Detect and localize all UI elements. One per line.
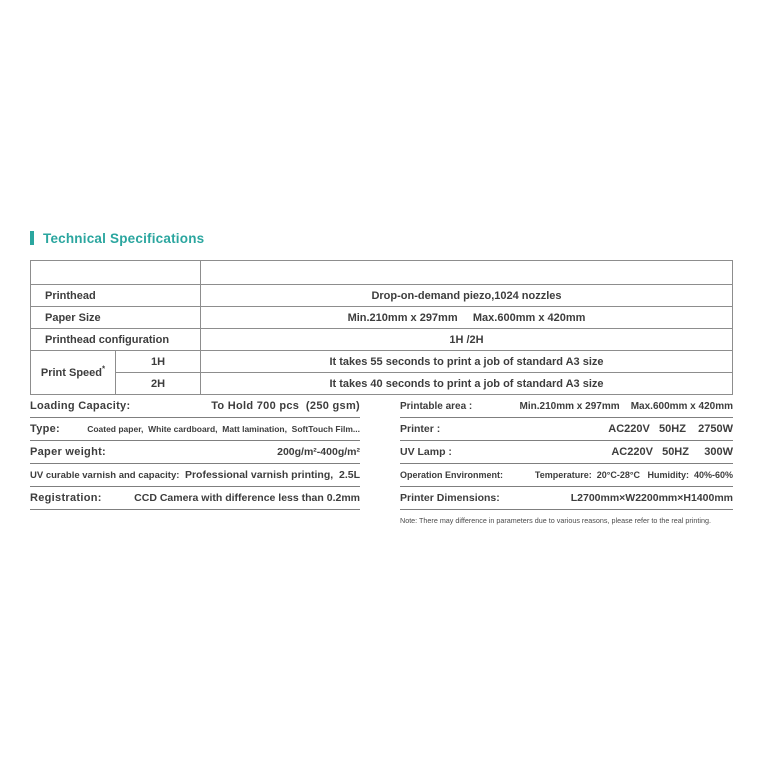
print-speed-label-cell	[31, 351, 116, 395]
row-label: Paper Size	[31, 307, 201, 329]
spec-value: Temperature: 20°C-28°C Humidity: 40%-60%	[534, 470, 733, 480]
spec-row-type	[30, 418, 360, 441]
spec-label: Printer Dimensions:	[400, 492, 500, 504]
spec-value: AC220V 50HZ 300W	[611, 446, 733, 458]
spec-value: AC220V 50HZ 2750W	[608, 423, 733, 435]
spec-row-uv-lamp	[400, 441, 733, 464]
print-speed-mode: 2H	[116, 373, 201, 395]
spec-label: Loading Capacity:	[30, 400, 131, 412]
spec-row-printable-area	[400, 395, 733, 418]
page-title: Technical Specifications	[43, 230, 205, 246]
row-value: Min.210mm x 297mm Max.600mm x 420mm	[201, 307, 733, 329]
spec-label: Printable area :	[400, 400, 473, 412]
spec-value: 200g/m²-400g/m²	[277, 446, 360, 458]
footnote-asterisk: *	[102, 363, 106, 373]
spec-label: UV Lamp :	[400, 446, 452, 458]
table-header-row	[31, 261, 733, 285]
spec-label: Printer :	[400, 423, 441, 435]
table-corner-cell	[31, 261, 201, 285]
spec-column-right	[400, 395, 733, 525]
spec-table	[30, 260, 733, 395]
footnote: Note: There may difference in parameters due to various reasons, please refer to the real printing.	[400, 516, 711, 525]
spec-columns	[30, 395, 733, 525]
row-value: Drop-on-demand piezo,1024 nozzles	[201, 285, 733, 307]
spec-column-left	[30, 395, 360, 510]
spec-row-registration	[30, 487, 360, 510]
spec-value: Coated paper, White cardboard, Matt lamination, SoftTouch Film...	[87, 424, 360, 434]
table-row-printhead-configuration	[31, 329, 733, 351]
table-row-print-speed-1h	[31, 351, 733, 373]
spec-label: UV curable varnish and capacity:	[30, 469, 180, 481]
row-value: 1H /2H	[201, 329, 733, 351]
spec-row-loading-capacity	[30, 395, 360, 418]
table-row-paper-size	[31, 307, 733, 329]
section-header	[30, 230, 733, 246]
spec-label: Registration:	[30, 492, 102, 504]
row-value: It takes 55 seconds to print a job of standard A3 size	[201, 351, 733, 373]
table-header-cell	[201, 261, 733, 285]
spec-value: To Hold 700 pcs (250 gsm)	[211, 400, 360, 412]
row-label: Printhead	[31, 285, 201, 307]
print-speed-mode: 1H	[116, 351, 201, 373]
spec-row-printer-power	[400, 418, 733, 441]
spec-label: Type:	[30, 423, 61, 435]
table-row-printhead	[31, 285, 733, 307]
row-label: Printhead configuration	[31, 329, 201, 351]
spec-row-paper-weight	[30, 441, 360, 464]
spec-label: Paper weight:	[30, 446, 107, 458]
spec-value: CCD Camera with difference less than 0.2mm	[134, 492, 360, 504]
row-value: It takes 40 seconds to print a job of standard A3 size	[201, 373, 733, 395]
spec-sheet	[30, 230, 733, 525]
spec-label: Operation Environment:	[400, 470, 504, 480]
spec-row-uv-varnish	[30, 464, 360, 487]
spec-value: L2700mm×W2200mm×H1400mm	[570, 492, 733, 504]
spec-value: Professional varnish printing, 2.5L	[184, 469, 360, 481]
spec-row-operation-environment	[400, 464, 733, 487]
print-speed-label: Print Speed	[40, 366, 102, 379]
accent-bar-icon	[30, 231, 34, 245]
spec-row-printer-dimensions	[400, 487, 733, 510]
spec-value: Min.210mm x 297mm Max.600mm x 420mm	[519, 400, 733, 412]
table-row-print-speed-2h	[31, 373, 733, 395]
